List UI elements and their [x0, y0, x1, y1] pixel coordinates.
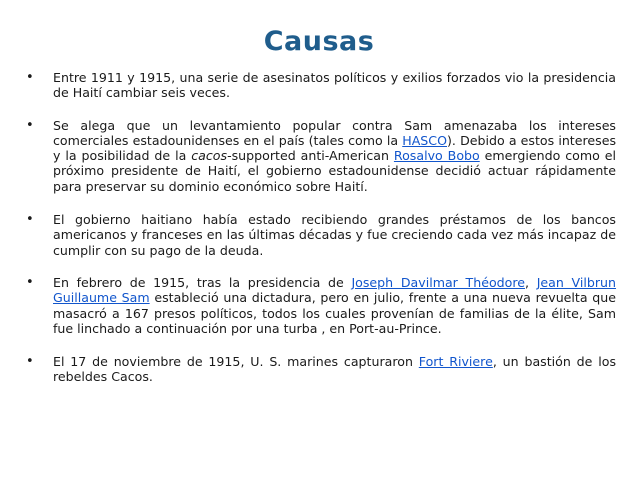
link-joseph-davilmar-theodore[interactable]: Joseph Davilmar Théodore: [351, 274, 526, 290]
bullet-text: estableció una dictadura, pero en julio, frente a una nueva revuelta que masacró a 167 presos políticos, todos los cuales provenían de familias de la élite, Sam fue linchado a continuación por una turba , en Port-au-Prince.: [53, 290, 616, 336]
bullet-item: [26, 118, 616, 194]
bullet-dot-icon: •: [26, 117, 34, 133]
bullet-text: Se alega que un levantamiento popular contra Sam amenazaba los intereses comerciales estadounidenses en el país (tales como la: [53, 117, 616, 148]
bullet-text: ,: [525, 274, 537, 290]
bullet-text-italic: cacos: [191, 148, 228, 164]
link-hasco[interactable]: HASCO: [402, 132, 448, 148]
bullet-dot-icon: •: [26, 70, 34, 85]
bullet-text: , un bastión de los rebeldes Cacos.: [53, 354, 616, 385]
slide-title: Causas: [263, 26, 375, 57]
bullet-item: [26, 212, 616, 258]
bullet-item: [26, 275, 616, 336]
link-fort-riviere[interactable]: Fort Riviere: [418, 354, 493, 370]
bullet-text: El 17 de noviembre de 1915, U. S. marines capturaron: [53, 354, 419, 370]
bullet-list: [26, 70, 616, 385]
bullet-dot-icon: •: [26, 274, 34, 290]
bullet-dot-icon: •: [26, 212, 34, 228]
link-jean-vilbrun-guillaume-sam[interactable]: Jean Vilbrun Guillaume Sam: [53, 274, 617, 306]
bullet-text: Entre 1911 y 1915, una serie de asesinatos políticos y exilios forzados vio la presidencia de Haití cambiar seis veces.: [53, 70, 616, 101]
bullet-text: emergiendo como el próximo presidente de Haití, el gobierno estadounidense decidió actuar rápidamente para preservar su dominio económico sobre Haití.: [53, 148, 617, 194]
bullet-dot-icon: •: [26, 354, 34, 370]
bullet-item: [26, 354, 616, 385]
link-rosalvo-bobo[interactable]: Rosalvo Bobo: [393, 148, 480, 164]
bullet-text: -supported anti-American: [227, 148, 394, 164]
bullet-text: El gobierno haitiano había estado recibiendo grandes préstamos de los bancos americanos y franceses en las últimas décadas y fue creciendo cada vez más incapaz de cumplir con su pago de la deuda.: [53, 212, 616, 258]
bullet-text: ). Debido a estos intereses y la posibilidad de la: [53, 132, 617, 164]
bullet-item: [26, 70, 616, 101]
bullet-text: En febrero de 1915, tras la presidencia de: [53, 274, 352, 290]
